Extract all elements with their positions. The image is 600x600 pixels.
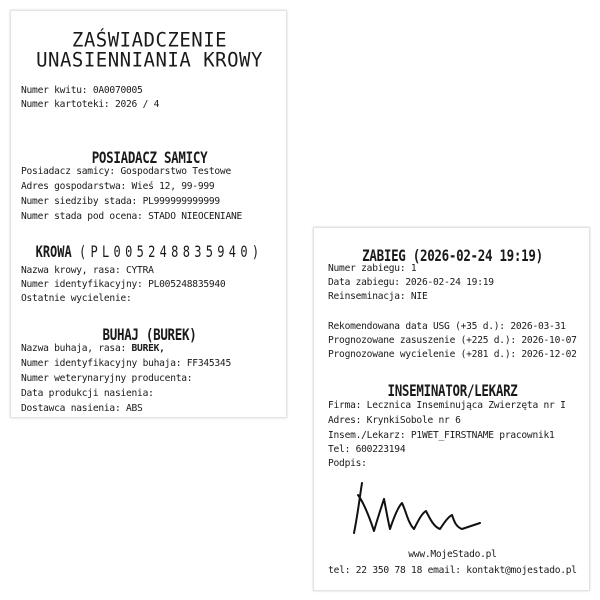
inseminator-phone: Tel: 600223194 <box>328 444 406 455</box>
cow-heading-prefix: KROWA <box>35 242 72 262</box>
cow-heading-id: (PL005248835940) <box>78 242 264 262</box>
semen-supplier: Dostawca nasienia: ABS <box>21 403 143 414</box>
procedure-section-heading: ZABIEG (2026-02-24 19:19) <box>362 246 543 265</box>
bull-vet-number: Numer weterynaryjny producenta: <box>21 373 193 384</box>
footer-website: www.MojeStado.pl <box>408 549 497 560</box>
herd-number: Numer stada pod ocena: STADO NIEOCENIANE <box>21 211 243 222</box>
signature-label: Podpis: <box>328 458 367 469</box>
inseminator-section-heading: INSEMINATOR/LEKARZ <box>387 381 518 400</box>
procedure-number: Numer zabiegu: 1 <box>328 263 417 274</box>
bull-identification: Numer identyfikacyjny buhaja: FF345345 <box>21 358 231 369</box>
bull-name-breed <box>21 343 165 355</box>
farm-address: Adres gospodarstwa: Wieś 12, 99-999 <box>21 181 215 192</box>
document-title-line1: ZAŚWIADCZENIE <box>71 28 228 52</box>
receipt-number: Numer kwitu: 0A0070005 <box>21 85 143 96</box>
calving-forecast: Prognozowane wycielenie (+281 d.): 2026-12-02 <box>328 349 577 360</box>
usg-recommended-date: Rekomendowana data USG (+35 d.): 2026-03-31 <box>328 321 566 332</box>
owner-name: Posiadacz samicy: Gospodarstwo Testowe <box>21 166 231 177</box>
document-title-line2: UNASIENNIANIA KROWY <box>36 48 263 72</box>
cow-section-heading <box>11 243 288 261</box>
cow-identification: Numer identyfikacyjny: PL005248835940 <box>21 279 226 290</box>
semen-production-date: Data produkcji nasienia: <box>21 388 154 399</box>
file-number: Numer kartoteki: 2026 / 4 <box>21 99 160 110</box>
bull-section-heading: BUHAJ (BUREK) <box>102 325 197 344</box>
bull-name-breed-label: Nazwa buhaja, rasa: <box>21 343 132 354</box>
cow-last-calving: Ostatnie wycielenie: <box>21 293 132 304</box>
clinic-address: Adres: KrynkiSobole nr 6 <box>328 415 461 426</box>
inseminator-person: Insem./Lekarz: P1WET_FIRSTNAME pracownik1 <box>328 430 555 441</box>
bull-name-breed-value: BUREK, <box>131 343 165 354</box>
drying-off-forecast: Prognozowane zasuszenie (+225 d.): 2026-10-07 <box>328 335 577 346</box>
certificate-receipt <box>10 10 287 418</box>
reinsemination-flag: Reinseminacja: NIE <box>328 291 428 302</box>
herd-seat-number: Numer siedziby stada: PL999999999999 <box>21 196 220 207</box>
footer-contact: tel: 22 350 78 18 email: kontakt@mojestado.pl <box>328 565 577 576</box>
clinic-company: Firma: Lecznica Inseminująca Zwierzęta nr I <box>328 400 566 411</box>
procedure-receipt <box>313 227 590 591</box>
cow-name-breed: Nazwa krowy, rasa: CYTRA <box>21 265 154 276</box>
procedure-date: Data zabiegu: 2026-02-24 19:19 <box>328 277 494 288</box>
owner-section-heading: POSIADACZ SAMICY <box>91 148 208 167</box>
handwritten-signature <box>344 473 504 543</box>
